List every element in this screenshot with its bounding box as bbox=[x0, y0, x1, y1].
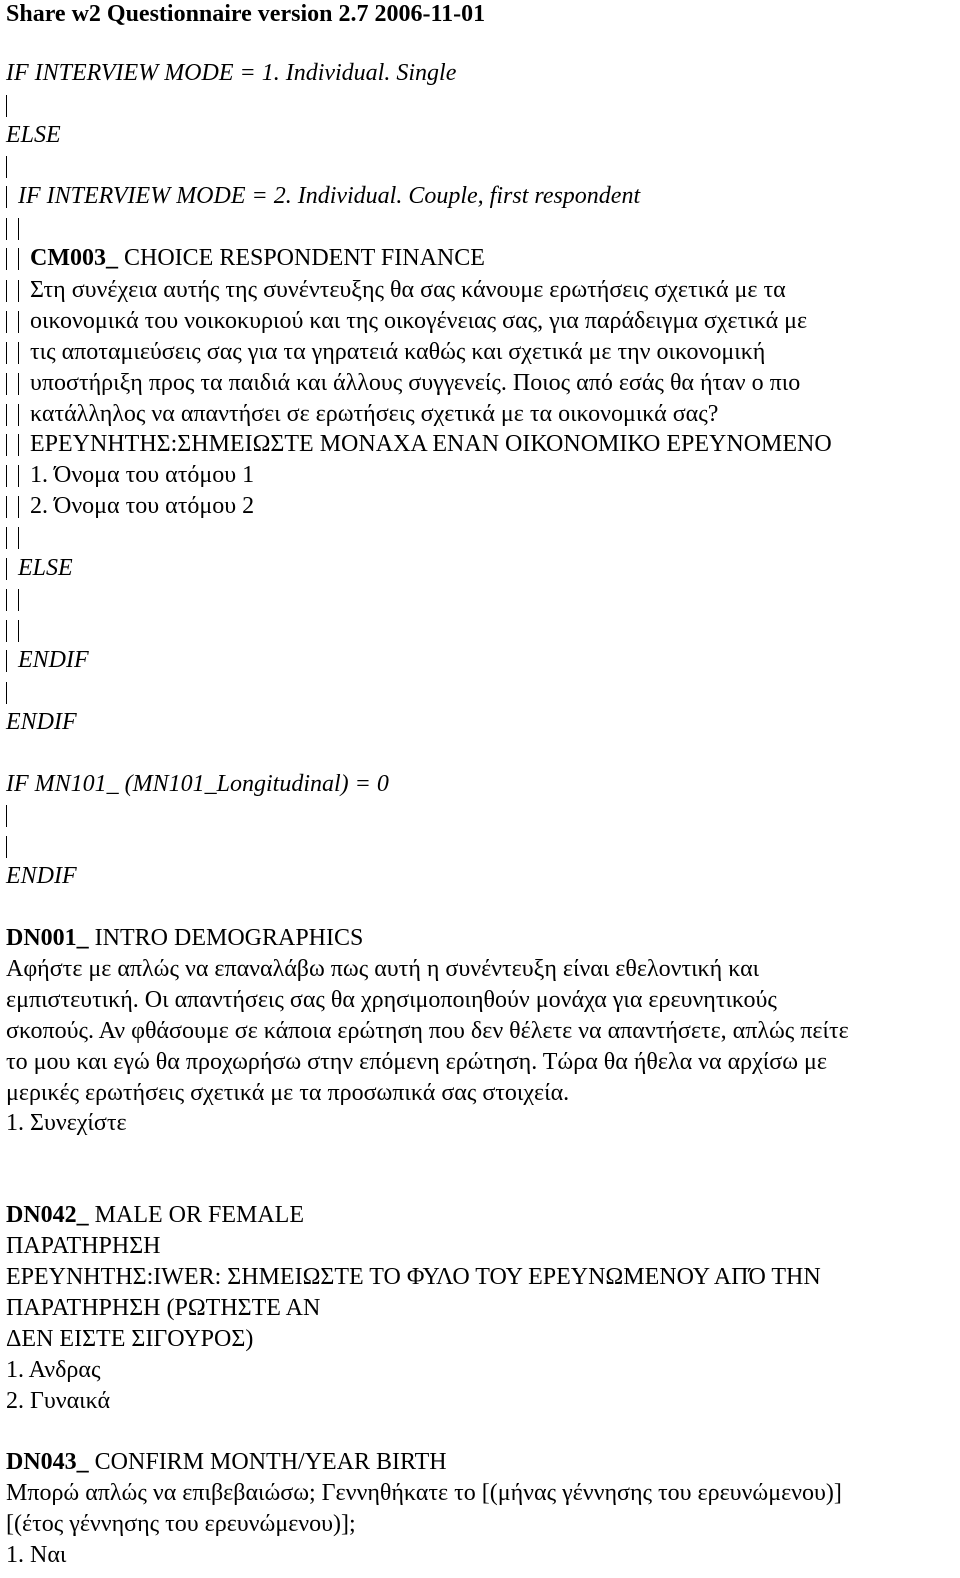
line-text: 1. Όνομα του ατόμου 1 bbox=[30, 462, 255, 488]
document-title: Share w2 Questionnaire version 2.7 2006-11-01 bbox=[6, 1, 486, 27]
indent-bar bbox=[6, 186, 7, 208]
questionnaire-line bbox=[6, 491, 254, 522]
line-text: τις αποταμιεύσεις σας για τα γηρατειά καθώς και σχετικά με την οικονομική bbox=[30, 339, 766, 365]
question-code: CM003_ bbox=[30, 245, 118, 271]
line-text: IF INTERVIEW MODE = 1. Individual. Single bbox=[6, 60, 457, 86]
indent-bar bbox=[18, 342, 19, 364]
indent-bars bbox=[6, 645, 18, 676]
line-text: ELSE bbox=[18, 555, 73, 581]
line-text: Μπορώ απλώς να επιβεβαιώσω; Γεννηθήκατε το [(μήνας γέννησης του ερευνώμενου)] bbox=[6, 1480, 842, 1506]
line-text: εμπιστευτική. Οι απαντήσεις σας θα χρησιμοποιηθούν μονάχα για ερευνητικούς bbox=[6, 987, 777, 1013]
indent-bar bbox=[18, 218, 19, 240]
indent-bar bbox=[18, 373, 19, 395]
questionnaire-line bbox=[6, 831, 18, 862]
questionnaire-line bbox=[6, 553, 73, 584]
indent-bar bbox=[6, 95, 7, 117]
questionnaire-line bbox=[6, 337, 765, 368]
indent-bar bbox=[6, 248, 7, 270]
line-text: ΕΡΕΥΝΗΤΗΣ:IWER: ΣΗΜΕΙΩΣΤΕ ΤΟ ΦΥΛΟ ΤΟΥ ΕΡΕΥΝΩΜΕΝΟΥ ΑΠΌ ΤΗΝ bbox=[6, 1264, 821, 1290]
questionnaire-line bbox=[6, 151, 18, 182]
line-text: 1. Συνεχίστε bbox=[6, 1110, 127, 1136]
line-text: [(έτος γέννησης του ερευνώμενου)]; bbox=[6, 1511, 356, 1537]
questionnaire-line bbox=[6, 615, 30, 646]
indent-bars bbox=[6, 243, 30, 274]
indent-bars bbox=[6, 399, 30, 430]
indent-bar bbox=[18, 248, 19, 270]
indent-bar bbox=[6, 650, 7, 672]
questionnaire-line bbox=[6, 707, 77, 738]
indent-bar bbox=[18, 465, 19, 487]
questionnaire-line bbox=[6, 923, 363, 954]
questionnaire-line bbox=[6, 1540, 66, 1571]
questionnaire-line bbox=[6, 1231, 161, 1262]
questionnaire-line bbox=[6, 769, 389, 800]
question-code: DN042_ bbox=[6, 1202, 89, 1228]
line-text: ΠΑΡΑΤΗΡΗΣΗ bbox=[6, 1233, 161, 1259]
line-text: ΕΡΕΥΝΗΤΗΣ:ΣΗΜΕΙΩΣΤΕ ΜΟΝΑΧΑ ΕΝΑΝ ΟΙΚΟΝΟΜΙΚΟ ΕΡΕΥΝΟΜΕΝΟ bbox=[30, 431, 832, 457]
indent-bar bbox=[6, 218, 7, 240]
line-text: Αφήστε με απλώς να επαναλάβω πως αυτή η συνέντευξη είναι εθελοντική και bbox=[6, 956, 760, 982]
indent-bar bbox=[18, 496, 19, 518]
line-text: ENDIF bbox=[6, 709, 77, 735]
indent-bar bbox=[6, 404, 7, 426]
indent-bar bbox=[6, 527, 7, 549]
indent-bar bbox=[6, 156, 7, 178]
questionnaire-line bbox=[6, 368, 800, 399]
indent-bar bbox=[6, 465, 7, 487]
questionnaire-line bbox=[6, 181, 640, 212]
questionnaire-line bbox=[6, 460, 254, 491]
questionnaire-line bbox=[6, 584, 30, 615]
indent-bar bbox=[6, 682, 7, 704]
question-code: DN001_ bbox=[6, 925, 89, 951]
questionnaire-line bbox=[6, 800, 18, 831]
line-text: σκοπούς. Αν φθάσουμε σε κάποια ερώτηση που δεν θέλετε να απαντήσετε, απλώς πείτε bbox=[6, 1018, 849, 1044]
indent-bars bbox=[6, 522, 30, 553]
questionnaire-line bbox=[6, 1386, 110, 1417]
questionnaire-line bbox=[6, 58, 456, 89]
questionnaire-line bbox=[6, 1016, 849, 1047]
questionnaire-line bbox=[6, 399, 718, 430]
line-text: IF INTERVIEW MODE = 2. Individual. Couple, first respondent bbox=[18, 183, 641, 209]
questionnaire-line bbox=[6, 243, 485, 274]
questionnaire-line bbox=[6, 1355, 100, 1386]
indent-bars bbox=[6, 831, 18, 862]
questionnaire-line bbox=[6, 1262, 821, 1293]
questionnaire-line bbox=[6, 1447, 447, 1478]
line-text: το μου και εγώ θα προχωρήσω στην επόμενη ερώτηση. Τώρα θα ήθελα να αρχίσω με bbox=[6, 1049, 827, 1075]
indent-bar bbox=[18, 527, 19, 549]
indent-bars bbox=[6, 306, 30, 337]
line-text: IF MN101_ (MN101_Longitudinal) = 0 bbox=[6, 771, 389, 797]
indent-bar bbox=[6, 280, 7, 302]
indent-bar bbox=[6, 589, 7, 611]
indent-bars bbox=[6, 677, 18, 708]
questionnaire-line bbox=[6, 954, 759, 985]
questionnaire-line bbox=[6, 985, 777, 1016]
indent-bar bbox=[6, 434, 7, 456]
questionnaire-line bbox=[6, 275, 786, 306]
line-text: μερικές ερωτήσεις σχετικά με τα προσωπικά σας στοιχεία. bbox=[6, 1080, 570, 1106]
indent-bars bbox=[6, 275, 30, 306]
question-title: INTRO DEMOGRAPHICS bbox=[88, 925, 364, 951]
indent-bar bbox=[6, 620, 7, 642]
line-text: Στη συνέχεια αυτής της συνέντευξης θα σας κάνουμε ερωτήσεις σχετικά με τα bbox=[30, 277, 786, 303]
indent-bars bbox=[6, 615, 30, 646]
indent-bar bbox=[18, 434, 19, 456]
indent-bars bbox=[6, 429, 30, 460]
indent-bar bbox=[6, 342, 7, 364]
line-text: ΠΑΡΑΤΗΡΗΣΗ (ΡΩΤΗΣΤΕ ΑΝ bbox=[6, 1295, 321, 1321]
questionnaire-line bbox=[6, 1078, 569, 1109]
questionnaire-line bbox=[6, 1324, 253, 1355]
indent-bars bbox=[6, 460, 30, 491]
questionnaire-line bbox=[6, 1200, 304, 1231]
line-text: ENDIF bbox=[6, 863, 77, 889]
line-text: 2. Όνομα του ατόμου 2 bbox=[30, 493, 255, 519]
indent-bar bbox=[6, 558, 7, 580]
line-text: υποστήριξη προς τα παιδιά και άλλους συγγενείς. Ποιος από εσάς θα ήταν ο πιο bbox=[30, 370, 801, 396]
questionnaire-line bbox=[6, 306, 807, 337]
questionnaire-line bbox=[6, 1047, 827, 1078]
indent-bars bbox=[6, 213, 30, 244]
questionnaire-line bbox=[6, 1293, 320, 1324]
indent-bar bbox=[6, 311, 7, 333]
indent-bar bbox=[18, 404, 19, 426]
questionnaire-line bbox=[6, 1478, 842, 1509]
line-text: οικονομικά του νοικοκυριού και της οικογένειας σας, για παράδειγμα σχετικά με bbox=[30, 308, 808, 334]
indent-bars bbox=[6, 151, 18, 182]
questionnaire-line bbox=[6, 429, 832, 460]
indent-bars bbox=[6, 181, 18, 212]
line-text: 1. Ναι bbox=[6, 1542, 67, 1568]
question-title: MALE OR FEMALE bbox=[88, 1202, 305, 1228]
questionnaire-line bbox=[6, 120, 61, 151]
indent-bar bbox=[18, 589, 19, 611]
indent-bar bbox=[6, 836, 7, 858]
indent-bar bbox=[6, 373, 7, 395]
line-text: ENDIF bbox=[18, 647, 89, 673]
indent-bar bbox=[18, 280, 19, 302]
questionnaire-line bbox=[6, 1509, 356, 1540]
question-title: CONFIRM MONTH/YEAR BIRTH bbox=[88, 1449, 447, 1475]
line-text: 2. Γυναικά bbox=[6, 1388, 111, 1414]
indent-bars bbox=[6, 584, 30, 615]
question-code: DN043_ bbox=[6, 1449, 89, 1475]
line-text: ELSE bbox=[6, 122, 61, 148]
line-text: κατάλληλος να απαντήσει σε ερωτήσεις σχετικά με τα οικονομικά σας? bbox=[30, 401, 719, 427]
indent-bar bbox=[18, 311, 19, 333]
indent-bars bbox=[6, 90, 18, 121]
indent-bar bbox=[6, 805, 7, 827]
line-text: ΔΕΝ ΕΙΣΤΕ ΣΙΓΟΥΡΟΣ) bbox=[6, 1326, 254, 1352]
question-title: CHOICE RESPONDENT FINANCE bbox=[117, 245, 485, 271]
indent-bars bbox=[6, 337, 30, 368]
indent-bars bbox=[6, 368, 30, 399]
indent-bar bbox=[18, 620, 19, 642]
questionnaire-line bbox=[6, 213, 30, 244]
questionnaire-line bbox=[6, 861, 77, 892]
questionnaire-line bbox=[6, 645, 89, 676]
questionnaire-line bbox=[6, 1108, 127, 1139]
indent-bars bbox=[6, 553, 18, 584]
indent-bar bbox=[6, 496, 7, 518]
questionnaire-line bbox=[6, 90, 18, 121]
questionnaire-line bbox=[6, 677, 18, 708]
indent-bars bbox=[6, 491, 30, 522]
questionnaire-line bbox=[6, 522, 30, 553]
line-text: 1. Ανδρας bbox=[6, 1357, 101, 1383]
indent-bars bbox=[6, 800, 18, 831]
